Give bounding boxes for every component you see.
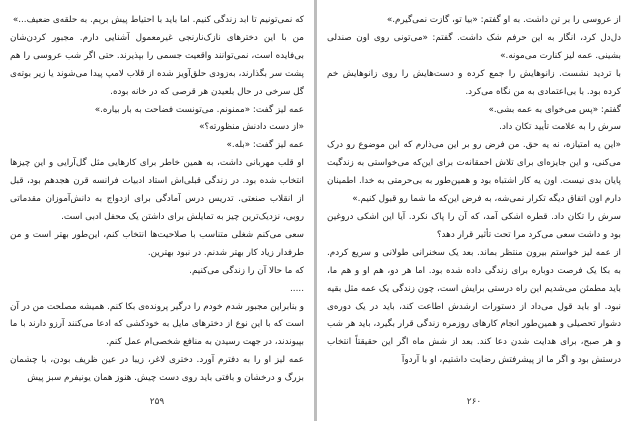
- paragraph: سرش را به علامت تأیید تکان داد.: [499, 122, 621, 133]
- paragraph: که ما حالا آن را زندگی می‌کنیم.: [189, 265, 304, 276]
- page-number: ۲۵۹: [149, 397, 165, 407]
- paragraph: عمه لیز او را به دفترم آورد. دختری لاغر، زیبا در عین ظریف بودن، با چشمان بزرگ و درخشان و بافتی باید روی دست چیش. هنوز همان یونیفرم سبز پیش: [10, 355, 304, 384]
- paragraph: از عمه لیز خواستم بیرون منتظر بماند. بعد یک سخنرانی طولانی و سریع کردم. به بکا یک فرصت دوباره برای زندگی داده شده بود. اما هر دو، هم او و هم ما، باید مطمئن می‌شدیم این راه درستی برایش است، چون زندگی یک عمه مثل بقیه نبود. او باید قول می‌داد از دستورات ارشدش اطاعت کند، باید در یک دوره‌ی دشوار تحصیلی و همین‌طور انجام کارهای روزمره زندگی قرار بگیرد، باید هر شب و هر صبح، برای هدایت شدن دعا کند. بعد از شش ماه اگر این حقیقتاً انتخاب درستش بود و اگر ما از پیشرفتش رضایت داشتیم، او با آردوآ: [327, 247, 621, 366]
- paragraph: از عروسی را بر تن داشت. به او گفتم: «بیا تو، گازت نمی‌گیرم.»: [386, 15, 621, 25]
- right-page: [317, 0, 631, 421]
- section-separator: .....: [290, 283, 304, 294]
- paragraph: با تردید نشست. زانوهایش را جمع کرده و دست‌هایش را روی زانوهایش خم کرده بود. با بی‌اعتمادی به من نگاه می‌کرد.: [327, 68, 621, 97]
- paragraph: سعی می‌کنم شغلی متناسب با صلاحیت‌ها انتخاب کنم، این‌طور بهتر است و من طرفدار زیاد کار بهتر شدنم. در نبود بهترین.: [10, 229, 304, 258]
- paragraph: من با این دخترهای نازک‌نارنجی غیرمعمول آشنایی دارم. مجبور کردن‌شان بی‌فایده است، نمی‌توانند واقعیت جسمی را بپذیرند. حتی اگر شب عروسی را هم پشت سر بگذارند، به‌زودی حلق‌آویز شده از قلاب لامپ پیدا می‌شوند یا زیر بوته‌ی گل سرخی در حال بلعیدن هر قرصی که در خانه بوده.: [10, 32, 304, 97]
- paragraph: سرش را تکان داد. قطره اشکی آمد، که آن را پاک نکرد. آیا این اشکی دروغین بود و داشت سعی می‌کرد مرا تحت تأثیر قرار دهد؟: [327, 211, 621, 240]
- paragraph: و بنابراین مجبور شدم خودم را درگیر پرونده‌ی بکا کنم. همیشه مصلحت من در آن است که با این نوع از دخترهای مایل به خودکشی که ادعا می‌کنند آرزو دارند با ما بپیوندند، در جهت رسیدن به منافع شخصی‌ام عمل کنم.: [10, 301, 304, 348]
- left-page: [0, 0, 314, 421]
- left-page-body: [10, 12, 304, 388]
- right-page-body: [327, 12, 621, 370]
- paragraph: «از دست دادنش منظورته؟»: [199, 122, 304, 133]
- paragraph: که نمی‌تونیم تا ابد زندگی کنیم. اما باید با احتیاط پیش بریم. به حلقه‌ی ضعیف...»: [12, 15, 304, 25]
- paragraph: عمه لیز گفت: «بله.»: [226, 140, 304, 151]
- paragraph: او قلب مهربانی داشت، به همین خاطر برای کارهایی مثل گل‌آرایی و این چیزها انتخاب شده بود. در زندگی قبلی‌اش استاد ادبیات فرانسه قرن هجدهم بود، قبل از انقلاب صنعتی. تدریس درس آمادگی برای ازدواج به دانش‌آموزان مقدماتی روبی، نزدیک‌ترین چیز به تمایلش برای داشتن یک محفل ادبی است.: [10, 158, 304, 222]
- paragraph: «این یه امتیازه، نه یه حق. من فرض رو بر این می‌ذارم که این موضوع رو درک می‌کنی، و این جایزه‌ای برای تلاش احمقانه‌ت برای این‌که می‌خواستی به زندگیت پایان بدی نیست. اون یه کار اشتباه بود و همین‌طور به بی‌حرمتی به خدا. اطمینان دارم اون اتفاق دیگه تکرار نمی‌شه، به فرض این‌که ما شما رو قبول کنیم.»: [327, 140, 621, 205]
- page-number: ۲۶۰: [466, 397, 482, 407]
- paragraph: عمه لیز گفت: «ممنونم. می‌تونست فضاحت به بار بیاره.»: [94, 104, 304, 115]
- paragraph: گفتم: «پس می‌خوای به عمه بشی.»: [488, 104, 621, 115]
- paragraph: دل‌دل کرد، انگار به این حرفم شک داشت. گفتم: «می‌تونی روی اون صندلی بشینی. عمه لیز کنارت می‌مونه.»: [327, 32, 621, 61]
